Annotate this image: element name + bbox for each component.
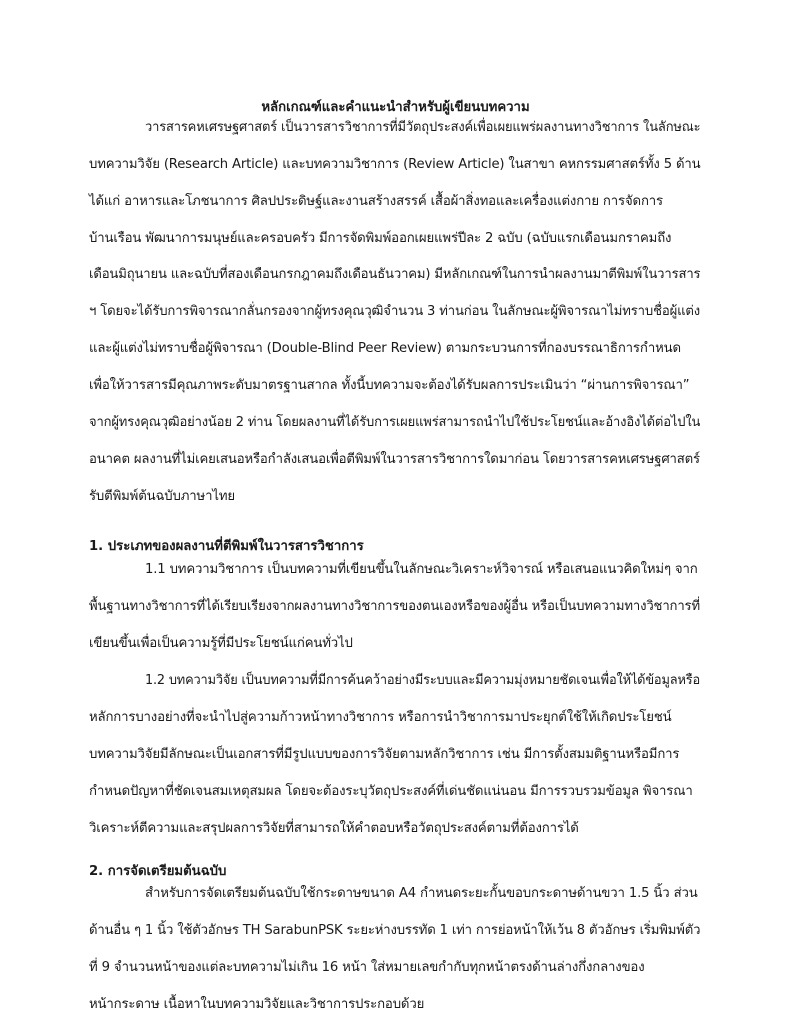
- section-2-heading: 2. การจัดเตรียมต้นฉบับ: [89, 864, 227, 879]
- intro-line: จากผู้ทรงคุณวุฒิอย่างน้อย 2 ท่าน โดยผลงานที่ได้รับการเผยแพร่สามารถนำไปใช้ประโยชน์และอ้างอิงได้ต่อไปใน: [89, 415, 701, 430]
- intro-line: และผู้แต่งไม่ทราบชื่อผู้พิจารณา (Double-Blind Peer Review) ตามกระบวนการที่กองบรรณาธิการกำหนด: [89, 341, 681, 356]
- section-1-line: บทความวิจัยมีลักษณะเป็นเอกสารที่มีรูปแบบของการวิจัยตามหลักวิชาการ เช่น มีการตั้งสมมติฐานหรือมีการ: [89, 747, 680, 762]
- intro-line: เดือนมิถุนายน และฉบับที่สองเดือนกรกฎาคมถึงเดือนธันวาคม) มีหลักเกณฑ์ในการนำผลงานมาตีพิมพ์ในวารสาร: [89, 267, 701, 282]
- intro-line: ได้แก่ อาหารและโภชนาการ ศิลปประดิษฐ์และงานสร้างสรรค์ เสื้อผ้าสิ่งทอและเครื่องแต่งกาย การจัดการ: [89, 194, 663, 209]
- intro-line: ฯ โดยจะได้รับการพิจารณากลั่นกรองจากผู้ทรงคุณวุฒิจำนวน 3 ท่านก่อน ในลักษณะผู้พิจารณาไม่ทราบชื่อผู้แต่ง: [89, 304, 701, 319]
- section-1-line: 1.2 บทความวิจัย เป็นบทความที่มีการค้นคว้าอย่างมีระบบและมีความมุ่งหมายชัดเจนเพื่อให้ได้ข้อมูลหรือ: [145, 673, 701, 688]
- intro-line: วารสารคหเศรษฐศาสตร์ เป็นวารสารวิชาการที่มีวัตถุประสงค์เพื่อเผยแพร่ผลงานทางวิชาการ ในลักษณะ: [145, 120, 701, 135]
- section-2-line: ที่ 9 จำนวนหน้าของแต่ละบทความไม่เกิน 16 หน้า ใส่หมายเลขกำกับทุกหน้าตรงด้านล่างกึ่งกลางของ: [89, 960, 645, 975]
- section-1-line: หลักการบางอย่างที่จะนำไปสู่ความก้าวหน้าทางวิชาการ หรือการนำวิชาการมาประยุกต์ใช้ให้เกิดประโยชน์: [89, 710, 672, 725]
- document-title: หลักเกณฑ์และคำแนะนำสำหรับผู้เขียนบทความ: [261, 100, 530, 115]
- section-1-line: กำหนดปัญหาที่ชัดเจนสมเหตุสมผล โดยจะต้องระบุวัตถุประสงค์ที่เด่นชัดแน่นอน มีการรวบรวมข้อมูล พิจารณา: [89, 784, 693, 799]
- section-1-line: 1.1 บทความวิชาการ เป็นบทความที่เขียนขึ้นในลักษณะวิเคราะห์วิจารณ์ หรือเสนอแนวคิดใหม่ๆ จาก: [145, 562, 698, 577]
- section-1-line: เขียนขึ้นเพื่อเป็นความรู้ที่มีประโยชน์แก่คนทั่วไป: [89, 636, 353, 651]
- section-1-line: วิเคราะห์ตีความและสรุปผลการวิจัยที่สามารถให้คำตอบหรือวัตถุประสงค์ตามที่ต้องการได้: [89, 821, 579, 836]
- intro-line: บทความวิจัย (Research Article) และบทความวิชาการ (Review Article) ในสาขา คหกรรมศาสตร์ทั้ง 5 ด้าน: [89, 157, 701, 172]
- section-1-heading: 1. ประเภทของผลงานที่ตีพิมพ์ในวารสารวิชาการ: [89, 539, 364, 554]
- intro-line: อนาคต ผลงานที่ไม่เคยเสนอหรือกำลังเสนอเพื่อตีพิมพ์ในวารสารวิชาการใดมาก่อน โดยวารสารคหเศรษฐศาสตร์: [89, 452, 700, 467]
- intro-line: เพื่อให้วารสารมีคุณภาพระดับมาตรฐานสากล ทั้งนี้บทความจะต้องได้รับผลการประเมินว่า “ผ่านการพิจารณา”: [89, 378, 690, 393]
- intro-line: รับตีพิมพ์ต้นฉบับภาษาไทย: [89, 489, 235, 504]
- section-1-line: พื้นฐานทางวิชาการที่ได้เรียบเรียงจากผลงานทางวิชาการของตนเองหรือของผู้อื่น หรือเป็นบทความทางวิชาการที่: [89, 599, 700, 614]
- intro-line: บ้านเรือน พัฒนาการมนุษย์และครอบครัว มีการจัดพิมพ์ออกเผยแพร่ปีละ 2 ฉบับ (ฉบับแรกเดือนมกราคมถึง: [89, 231, 672, 246]
- section-2-line: ด้านอื่น ๆ 1 นิ้ว ใช้ตัวอักษร TH SarabunPSK ระยะห่างบรรทัด 1 เท่า การย่อหน้าให้เว้น 8 ตัวอักษร เริ่มพิมพ์ตัว: [89, 923, 701, 938]
- section-2-line: สำหรับการจัดเตรียมต้นฉบับใช้กระดาษขนาด A4 กำหนดระยะกั้นขอบกระดาษด้านขวา 1.5 นิ้ว ส่วน: [145, 886, 698, 901]
- section-2-line: หน้ากระดาษ เนื้อหาในบทความวิจัยและวิชาการประกอบด้วย: [89, 997, 425, 1012]
